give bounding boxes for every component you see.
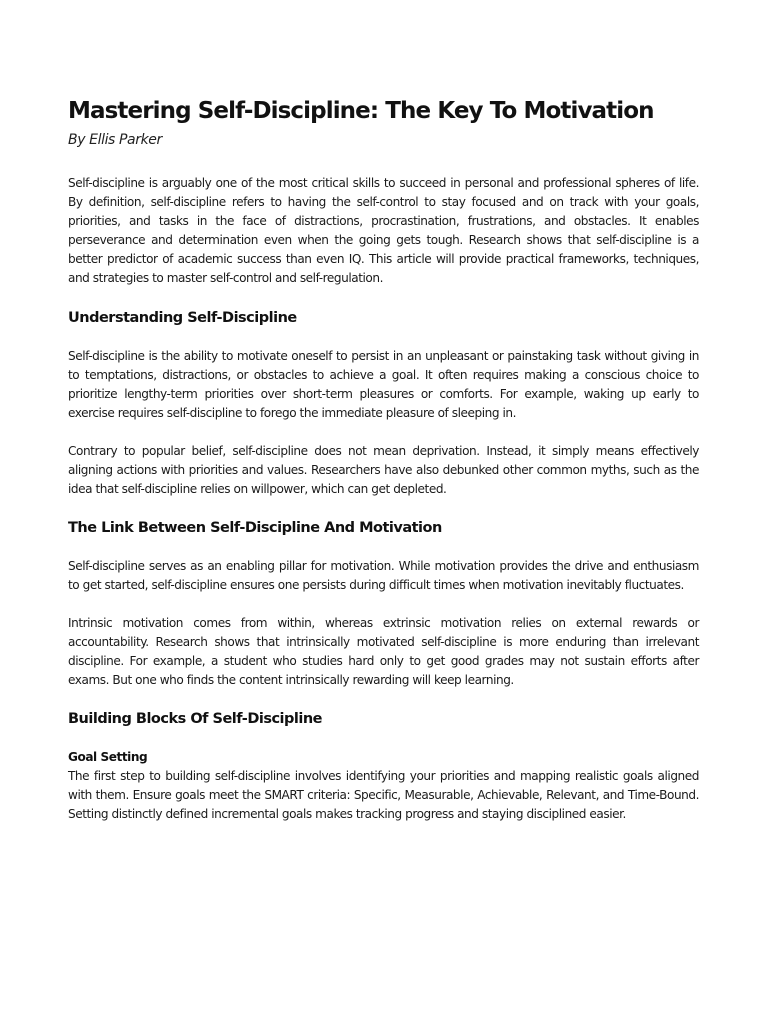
paragraph: Self-discipline serves as an enabling pillar for motivation. While motivation provides the drive and enthusiasm to get started, self-discipline ensures one persists during difficult times when motivation inevitably fluctuates.: [68, 559, 699, 592]
paragraph: Intrinsic motivation comes from within, whereas extrinsic motivation relies on external rewards or accountability. Research shows that intrinsically motivated self-discipline is more enduring than irrelevant discipline. For example, a student who studies hard only to get good grades may not sustain efforts after exams. But one who finds the content intrinsically rewarding will keep learning.: [68, 616, 699, 687]
section-link: [68, 518, 699, 690]
document-title: Mastering Self-Discipline: The Key To Motivation: [68, 98, 654, 124]
intro-paragraph: Self-discipline is arguably one of the most critical skills to succeed in personal and professional spheres of life. By definition, self-discipline refers to having the self-control to stay focused and on track with your goals, priorities, and tasks in the face of distractions, procrastination, frustrations, and obstacles. It enables perseverance and determination even when the going gets tough. Research shows that self-discipline is a better predictor of academic success than even IQ. This article will provide practical frameworks, techniques, and strategies to master self-control and self-regulation.: [68, 176, 699, 285]
subsection-heading: Goal Setting: [68, 750, 148, 764]
paragraph: Contrary to popular belief, self-discipline does not mean deprivation. Instead, it simply means effectively aligning actions with priorities and values. Researchers have also debunked other common myths, such as the idea that self-discipline relies on willpower, which can get depleted.: [68, 444, 699, 496]
paragraph: The first step to building self-discipline involves identifying your priorities and mapping realistic goals aligned with them. Ensure goals meet the SMART criteria: Specific, Measurable, Achievable, Relevant, and Time-Bound. Setting distinctly defined incremental goals makes tracking progress and staying disciplined easier.: [68, 769, 699, 821]
document-page: [68, 92, 699, 843]
section-heading: The Link Between Self-Discipline And Motivation: [68, 520, 442, 536]
author-byline: By Ellis Parker: [68, 132, 162, 148]
paragraph: Self-discipline is the ability to motivate oneself to persist in an unpleasant or painstaking task without giving in to temptations, distractions, or obstacles to achieve a goal. It often requires making a conscious choice to prioritize lengthy-term priorities over short-term pleasures or comforts. For example, waking up early to exercise requires self-discipline to forego the immediate pleasure of sleeping in.: [68, 349, 699, 420]
section-building-blocks: [68, 709, 699, 824]
section-understanding: [68, 308, 699, 499]
section-heading: Understanding Self-Discipline: [68, 310, 297, 326]
section-heading: Building Blocks Of Self-Discipline: [68, 711, 322, 727]
